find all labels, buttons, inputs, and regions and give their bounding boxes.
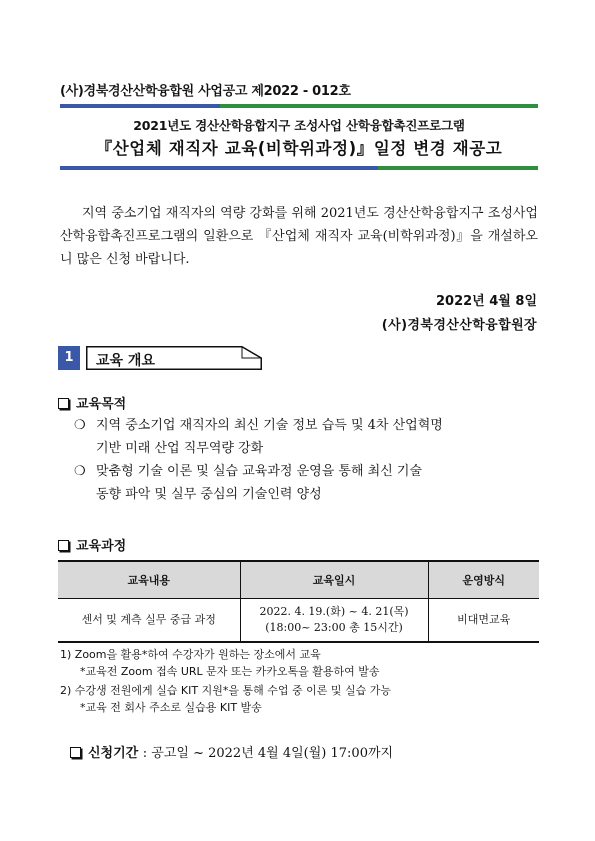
purpose-heading-label: 교육목적: [76, 397, 127, 412]
title-bar-bottom-blue: [60, 166, 378, 170]
cell-method: 비대면교육: [428, 599, 539, 643]
purpose-item-2: [74, 460, 422, 483]
checkbox-square-icon: [58, 540, 69, 551]
title-bar-top-green: [220, 104, 538, 108]
title-bar-top-blue: [60, 104, 220, 108]
intro-paragraph: 지역 중소기업 재직자의 역량 강화를 위해 2021년도 경산산학융합지구 조성사업 산학융합촉진프로그램의 일환으로 『산업체 재직자 교육(비학위과정)』을 개설하오니 많은 신청 바랍니다.: [60, 206, 538, 267]
circle-bullet-icon: ❍: [74, 464, 86, 479]
cell-datetime-line2: (18:00~ 23:00 총 15시간): [265, 621, 403, 634]
circle-bullet-icon: ❍: [74, 418, 86, 433]
section-title: 교육 개요: [96, 353, 155, 369]
checkbox-square-icon: [70, 747, 81, 758]
table-row: [58, 599, 539, 643]
note-2-sub: *교육 전 회사 주소로 실습용 KIT 발송: [80, 701, 262, 714]
section-number-badge: 1: [58, 346, 80, 370]
program-subtitle: 2021년도 경산산학융합지구 조성사업 산학융합촉진프로그램: [133, 118, 465, 133]
course-heading-label: 교육과정: [76, 539, 127, 554]
apply-period-text: : 공고일 ~ 2022년 4월 4일(월) 17:00까지: [142, 746, 394, 761]
note-1-sub: *교육전 Zoom 접속 URL 문자 또는 카카오톡을 활용하여 발송: [80, 665, 380, 678]
column-header-method: 운영방식: [428, 561, 539, 599]
note-1: 1) Zoom을 활용*하여 수강자가 원하는 장소에서 교육: [60, 648, 321, 661]
notice-number: (사)경북경산산학융합원 사업공고 제2022 - 012호: [60, 84, 351, 99]
cell-datetime: [240, 599, 428, 643]
course-table: [58, 560, 539, 643]
purpose-item-2-line2: 동향 파악 및 실무 중심의 기술인력 양성: [96, 487, 322, 502]
purpose-item-1: [74, 414, 443, 437]
course-heading: [58, 535, 126, 554]
purpose-item-1-line2: 기반 미래 산업 직무역량 강화: [96, 441, 264, 456]
apply-period: [70, 742, 393, 761]
table-header-row: [58, 561, 539, 599]
apply-label: 신청기간: [88, 746, 139, 761]
purpose-item-1-line1: 지역 중소기업 재직자의 최신 기술 정보 습득 및 4차 산업혁명: [96, 418, 443, 433]
cell-content: 센서 및 계측 실무 중급 과정: [58, 599, 240, 643]
title-bar-bottom-green: [378, 166, 538, 170]
purpose-heading: [58, 393, 126, 412]
issue-date: 2022년 4월 8일: [436, 294, 537, 309]
column-header-content: 교육내용: [58, 561, 240, 599]
note-2: 2) 수강생 전원에게 실습 KIT 지원*을 통해 수업 중 이론 및 실습 가능: [60, 684, 391, 697]
issuer-name: (사)경북경산산학융합원장: [381, 318, 537, 333]
column-header-datetime: 교육일시: [240, 561, 428, 599]
cell-datetime-line1: 2022. 4. 19.(화) ~ 4. 21(목): [259, 605, 409, 618]
checkbox-square-icon: [58, 398, 69, 409]
page-title: 『산업체 재직자 교육(비학위과정)』일정 변경 재공고: [95, 139, 503, 158]
purpose-item-2-line1: 맞춤형 기술 이론 및 실습 교육과정 운영을 통해 최신 기술: [96, 464, 423, 479]
